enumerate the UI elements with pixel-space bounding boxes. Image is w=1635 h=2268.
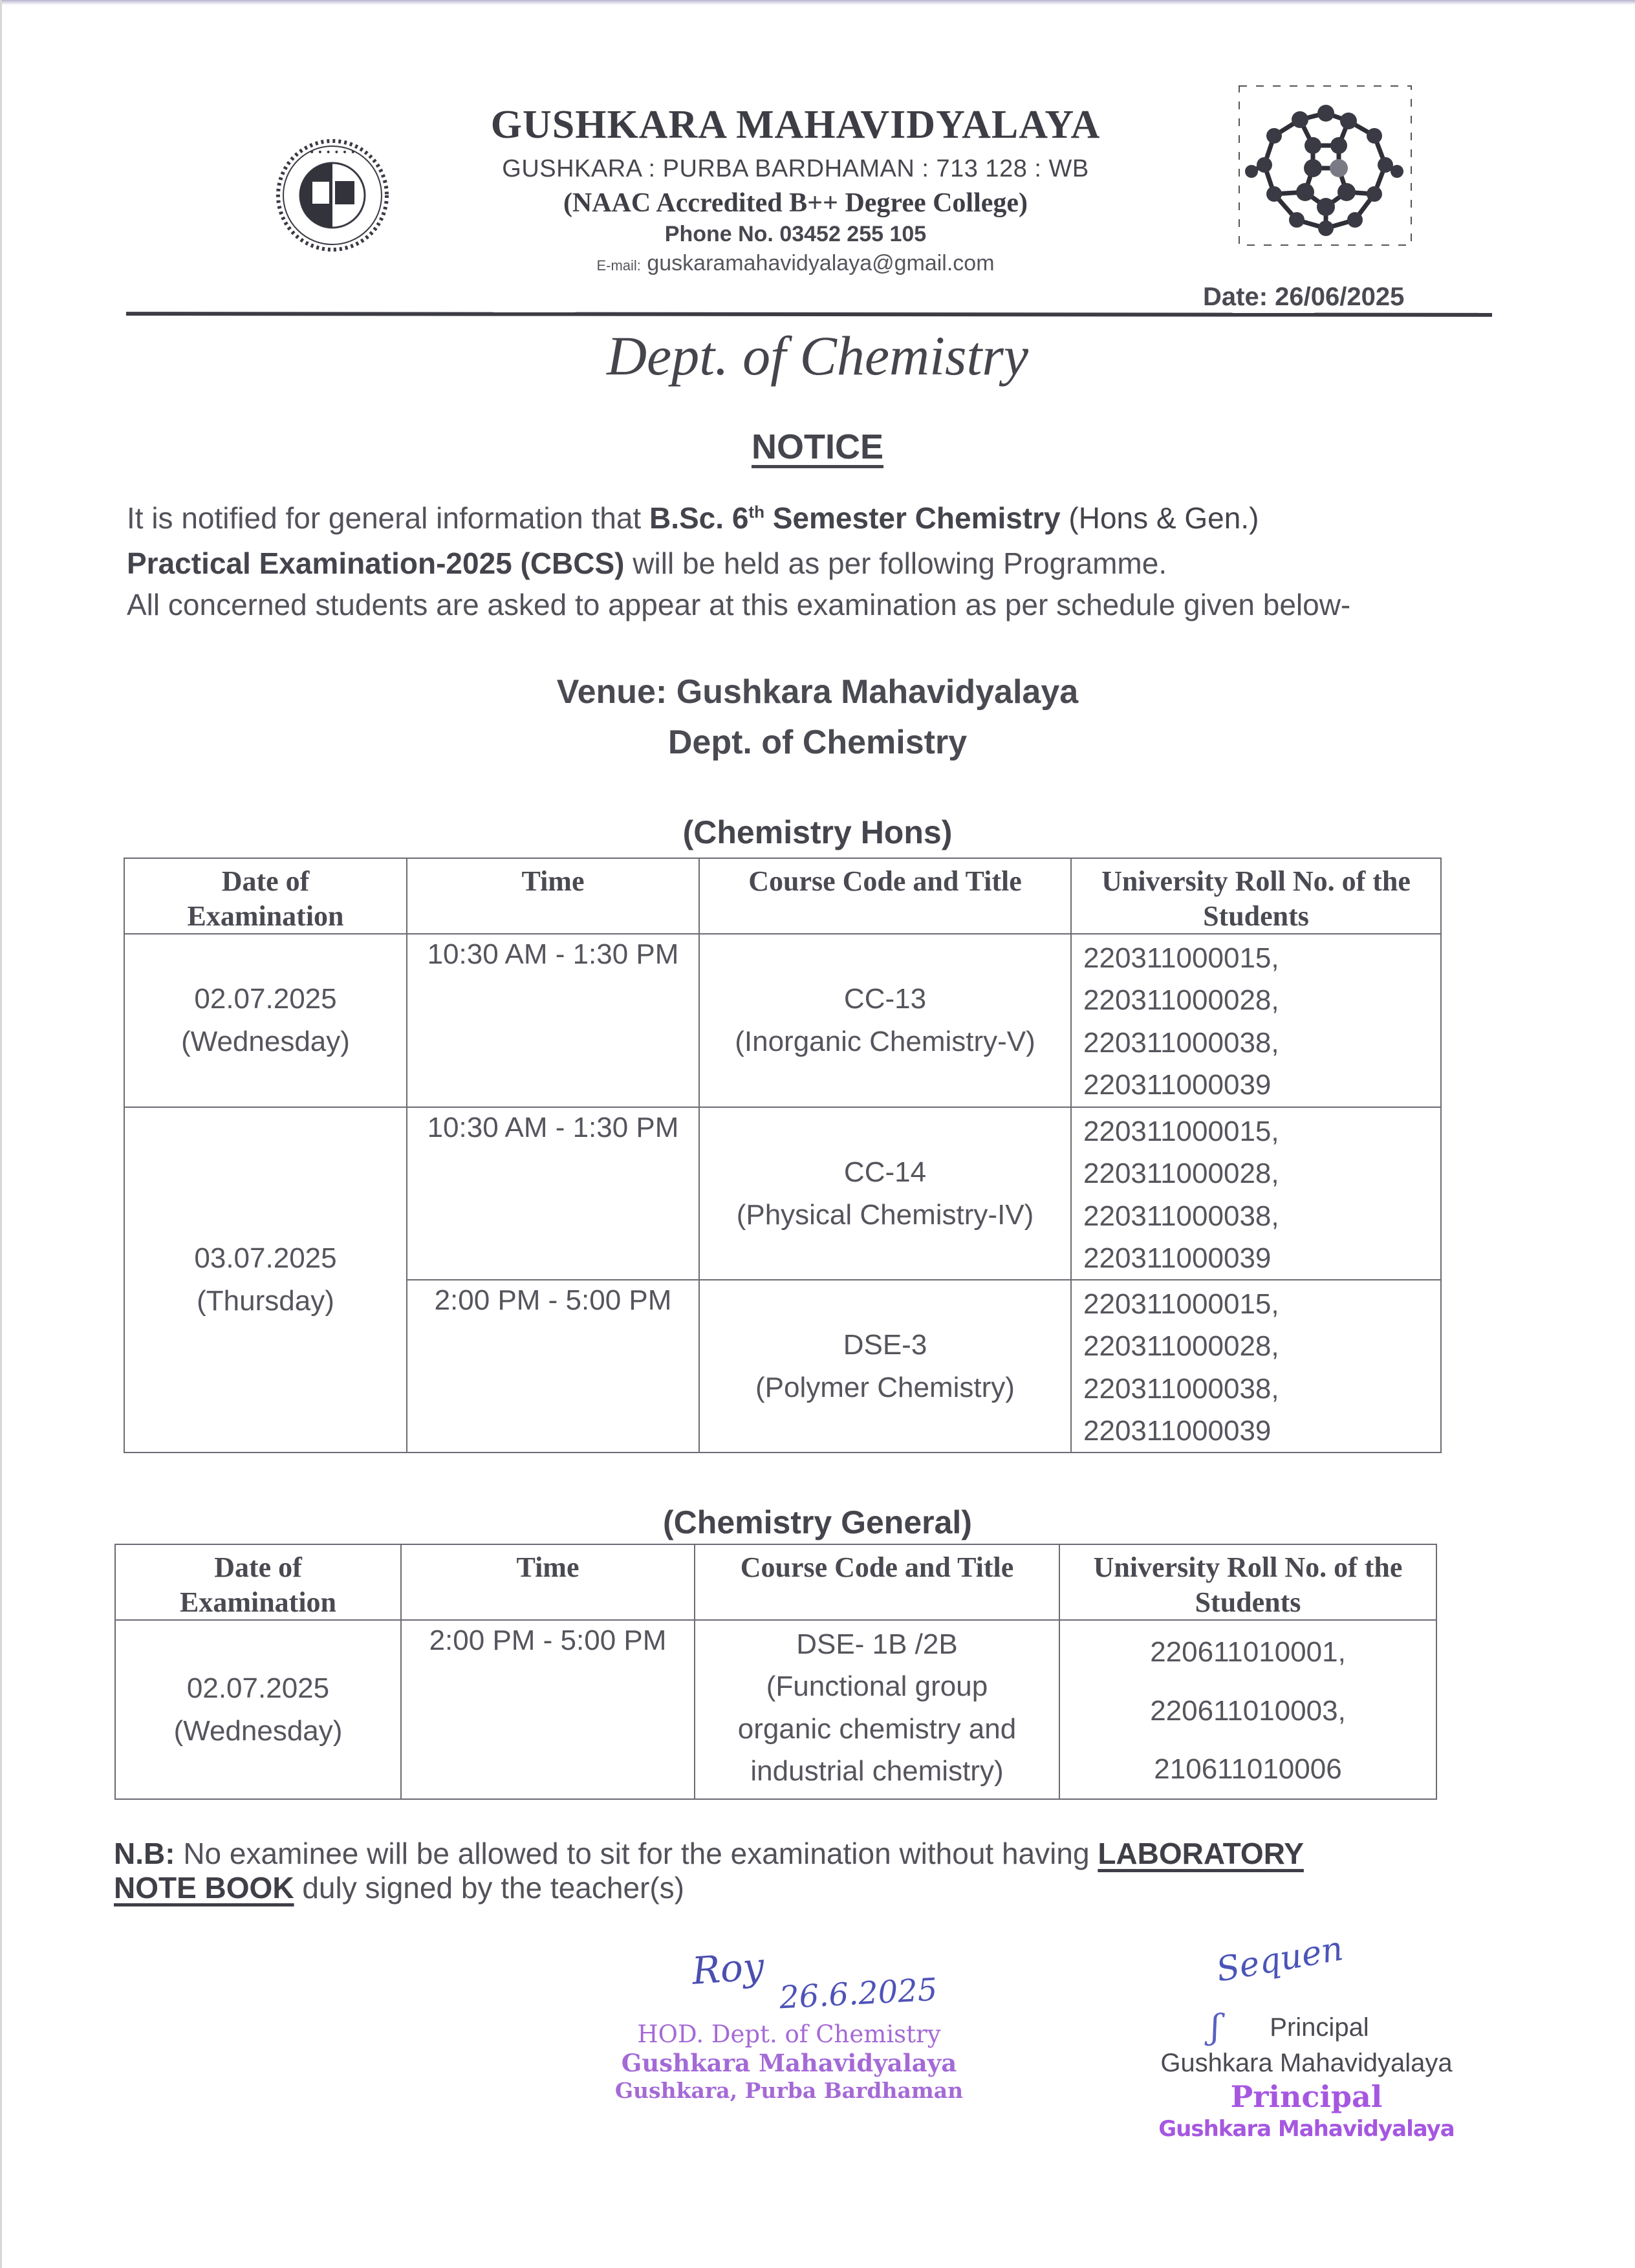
course-cell: DSE- 1B /2B (Functional group organic chemistry and industrial chemistry) xyxy=(695,1620,1059,1799)
course-cell: CC-14 (Physical Chemistry-IV) xyxy=(699,1107,1071,1280)
email-line xyxy=(362,251,1229,276)
hons-table-title: (Chemistry Hons) xyxy=(682,814,953,850)
nb-line-2 xyxy=(114,1873,1569,1903)
scan-top-edge xyxy=(0,0,1635,5)
venue-department: Dept. of Chemistry xyxy=(667,724,968,761)
column-header-course: Course Code and Title xyxy=(695,1544,1059,1620)
intro-line-1 xyxy=(127,503,1550,533)
course-cell: CC-13 (Inorganic Chemistry-V) xyxy=(699,934,1071,1107)
exam-date-cell: 03.07.2025 (Thursday) xyxy=(124,1107,407,1452)
table-row xyxy=(124,934,1441,1107)
intro-line-3: All concerned students are asked to appear at this examination as per schedule given below- xyxy=(127,588,1351,621)
venue-line: Venue: Gushkara Mahavidyalaya xyxy=(556,673,1079,711)
course-cell: DSE-3 (Polymer Chemistry) xyxy=(699,1280,1071,1452)
notice-date: Date: 26/06/2025 xyxy=(1203,283,1405,311)
column-header-date: Date of Examination xyxy=(115,1544,401,1620)
hod-stamp-line-3: Gushkara, Purba Bardhaman xyxy=(614,2078,964,2103)
notice-title-text: NOTICE xyxy=(751,427,883,466)
college-name: GUSHKARA MAHAVIDYALAYA xyxy=(490,103,1101,147)
principal-signature: Sequen xyxy=(1213,1929,1347,1990)
table-header-row xyxy=(115,1544,1436,1620)
hod-stamp-line-1: HOD. Dept. of Chemistry xyxy=(637,2020,941,2048)
phone-number: Phone No. 03452 255 105 xyxy=(664,222,927,246)
column-header-time: Time xyxy=(401,1544,695,1620)
svg-text:• • • • • •: • • • • • • xyxy=(309,147,356,158)
principal-stamp-line-1: Principal xyxy=(1230,2079,1383,2114)
accreditation-line: (NAAC Accredited B++ Degree College) xyxy=(563,188,1028,218)
nb-line-1 xyxy=(114,1839,1569,1868)
column-header-date: Date of Examination xyxy=(124,858,407,934)
general-schedule-table xyxy=(114,1544,1437,1800)
college-address: GUSHKARA : PURBA BARDHAMAN : 713 128 : WB xyxy=(502,155,1089,182)
buckyball-molecule-icon xyxy=(1235,81,1416,249)
email-address[interactable]: guskaramahavidyalaya@gmail.com xyxy=(647,251,995,275)
column-header-rolls: University Roll No. of the Students xyxy=(1071,858,1441,934)
nb-emphasis-notebook: NOTE BOOK xyxy=(114,1871,294,1905)
column-header-rolls: University Roll No. of the Students xyxy=(1059,1544,1436,1620)
hod-signature: Roy xyxy=(690,1944,766,1993)
intro-text-2: will be held as per following Programme. xyxy=(624,546,1167,580)
general-table-title: (Chemistry General) xyxy=(663,1504,972,1540)
nb-text: No examinee will be allowed to sit for the examination without having xyxy=(175,1837,1098,1870)
hod-stamp-line-2: Gushkara Mahavidyalaya xyxy=(621,2049,957,2077)
intro-superscript: th xyxy=(748,502,764,522)
exam-time-cell: 2:00 PM - 5:00 PM xyxy=(401,1620,695,1799)
nb-emphasis-laboratory: LABORATORY xyxy=(1098,1837,1304,1870)
table-header-row xyxy=(124,858,1441,934)
table-row xyxy=(124,1107,1441,1280)
column-header-course: Course Code and Title xyxy=(699,858,1071,934)
principal-college: Gushkara Mahavidyalaya xyxy=(1160,2049,1453,2077)
roll-numbers-cell: 220311000015, 220311000028, 220311000038, 220311000039 xyxy=(1071,934,1441,1107)
intro-exam-name: Practical Examination-2025 (CBCS) xyxy=(127,546,625,580)
exam-date-cell: 02.07.2025 (Wednesday) xyxy=(115,1620,401,1799)
signature-flourish-icon: ʃ xyxy=(1211,2008,1220,2047)
nb-label: N.B: xyxy=(114,1837,175,1870)
principal-stamp-line-2: Gushkara Mahavidyalaya xyxy=(1158,2116,1455,2142)
header-divider xyxy=(126,312,1492,317)
hod-signature-date: 26.6.2025 xyxy=(778,1971,938,2016)
exam-date-cell: 02.07.2025 (Wednesday) xyxy=(124,934,407,1107)
nb-tail: duly signed by the teacher(s) xyxy=(294,1871,684,1905)
exam-time-cell: 2:00 PM - 5:00 PM xyxy=(407,1280,699,1452)
notice-title xyxy=(0,427,1635,467)
roll-numbers-cell: 220311000015, 220311000028, 220311000038, 220311000039 xyxy=(1071,1107,1441,1280)
intro-text: It is notified for general information that xyxy=(127,501,649,535)
email-label: E-mail: xyxy=(596,257,641,274)
roll-numbers-cell: 220311000015, 220311000028, 220311000038, 220311000039 xyxy=(1071,1280,1441,1452)
intro-line-2 xyxy=(127,548,1550,578)
exam-time-cell: 10:30 AM - 1:30 PM xyxy=(407,934,699,1107)
intro-program: B.Sc. 6 xyxy=(649,501,749,535)
column-header-time: Time xyxy=(407,858,699,934)
intro-subject: Semester Chemistry xyxy=(764,501,1061,535)
table-row xyxy=(115,1620,1436,1799)
hons-schedule-table xyxy=(124,858,1442,1453)
exam-time-cell: 10:30 AM - 1:30 PM xyxy=(407,1107,699,1280)
intro-hons-gen: (Hons & Gen.) xyxy=(1060,501,1259,535)
department-heading: Dept. of Chemistry xyxy=(606,325,1029,387)
principal-title: Principal xyxy=(1270,2013,1369,2042)
roll-numbers-cell: 220611010001, 220611010003, 210611010006 xyxy=(1059,1620,1436,1799)
